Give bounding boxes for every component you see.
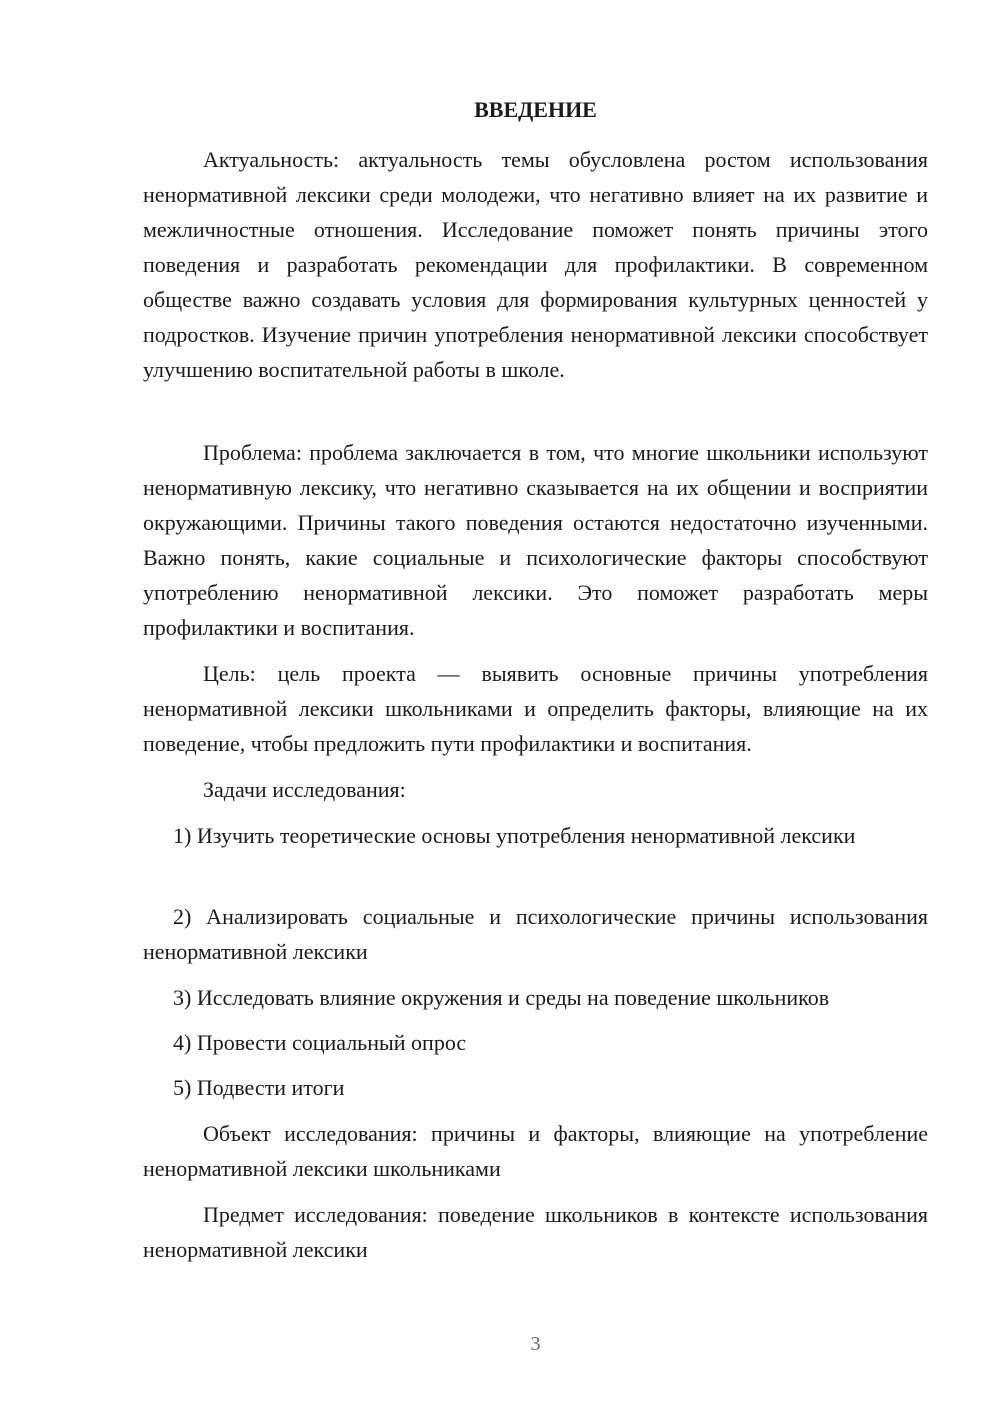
relevance-paragraph: Актуальность: актуальность темы обусловлена ростом использования ненормативной лексики среди молодежи, что негативно влияет на их развитие и межличностные отношения. Исследование поможет понять причины этого поведения и разработать рекомендации для профилактики. В современном обществе важно создавать условия для формирования культурных ценностей у подростков. Изучение причин употребления ненормативной лексики способствует улучшению воспитательной работы в школе. [143, 147, 928, 382]
object-paragraph: Объект исследования: причины и факторы, влияющие на употребление ненормативной лексики школьниками [143, 1121, 928, 1181]
task-item-5: 5) Подвести итоги [173, 1075, 345, 1100]
section-title: ВВЕДЕНИЕ [474, 97, 597, 122]
problem-paragraph: Проблема: проблема заключается в том, что многие школьники используют ненормативную лексику, что негативно сказывается на их общении и восприятии окружающими. Причины такого поведения остаются недостаточно изученными. Важно понять, какие социальные и психологические факторы способствуют употреблению ненормативной лексики. Это поможет разработать меры профилактики и воспитания. [143, 440, 928, 640]
subject-paragraph: Предмет исследования: поведение школьников в контексте использования ненормативной лексики [143, 1202, 928, 1262]
task-item-2: 2) Анализировать социальные и психологические причины использования ненормативной лексики [143, 904, 928, 964]
page-number: 3 [530, 1333, 541, 1355]
task-item-4: 4) Провести социальный опрос [173, 1030, 467, 1055]
task-item-1: 1) Изучить теоретические основы употребления ненормативной лексики [173, 823, 856, 848]
task-item-3: 3) Исследовать влияние окружения и среды на поведение школьников [173, 985, 830, 1010]
goal-paragraph: Цель: цель проекта — выявить основные причины употребления ненормативной лексики школьниками и определить факторы, влияющие на их поведение, чтобы предложить пути профилактики и воспитания. [143, 661, 928, 756]
tasks-heading: Задачи исследования: [203, 777, 406, 802]
